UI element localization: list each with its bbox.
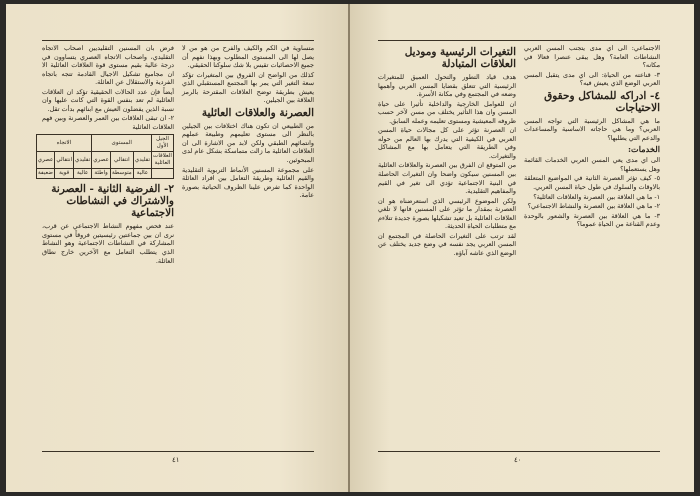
list-item: ١- ما هي العلاقة بين العصرنة والعلاقات العائلية؟: [533, 192, 660, 201]
table-subheader: عصري: [92, 152, 111, 169]
paragraph: ٣- قناعته من الحياة: الى اي مدى يتقبل المسن العربي الوضع الذي يعيش فيه؟: [524, 70, 660, 88]
table-header: المستوى: [92, 135, 152, 152]
data-table: [36, 134, 174, 179]
paragraph: عند فحص مفهوم النشاط الاجتماعي عن قرب، نرى ان بين جماعتين رئيسيتين فروقاً في مستوى المشاركة في النشاطات الاجتماعية وهو النشاط الذي يتطلب التعامل مع الآخرين خارج نطاق العائلة.: [42, 222, 174, 265]
top-rule: [42, 40, 314, 41]
paragraph: ولكن الموضوع الرئيسي الذي استعرضناه هو ان العصرنة بمقدار ما تؤثر على المسنين فانها لا تلغي العلاقات العائلية بل تعيد تشكيلها بصورة جديدة تتلاءم مع متطلبات الحياة الحديثة.: [378, 196, 516, 231]
table-caption: ٢- ان تبقى العلاقات بين العمر والعصرنة وبين فهم العلاقات العائلية: [42, 114, 174, 131]
table-cell: متوسطة: [110, 169, 133, 179]
paragraph: ان للعوامل الخارجية والداخلية تأثيرا على حياة المسن وان هذا التأثير يختلف من مسن لآخر حسب ظروفه المعيشية ومستوى تعليمه وعمله السابق.: [378, 99, 516, 125]
table-subheader: انتقالي: [55, 152, 74, 169]
table-cell: [152, 169, 174, 179]
paragraph: كذلك من الواضح ان الفروق بين المتغيرات تؤكد سعة التغير التي يمر بها المجتمع المستقبلي الذي يعيش بطريقة توضح العلاقات المقترحة بالرمز العلاقة بين الجيلين.: [182, 70, 314, 105]
table-subheader: انتقالي: [110, 152, 133, 169]
paragraph: الاجتماعي: الى اي مدى يتجنب المسن العربي النشاطات العامة؟ وهل يبقى عنصرا فعالا في مكانه؟: [524, 44, 660, 70]
table-row-label: العلاقات العائلية: [152, 152, 174, 169]
paragraph: من الطبيعي ان تكون هناك اختلافات بين الجيلين بالنظر الى مستوى تعليمهم وطبيعة عملهم وانتمائهم الطبقي ولكن لابد من الاشارة الى ان العلاقات العائلية ما زالت متماسكة بشكل عام لدى المبحوثين.: [182, 121, 314, 165]
table-cell: ضعيفة: [36, 169, 55, 179]
left-page-left-column: [37, 44, 174, 450]
paragraph: متساوية في الكم والكيف والفرح من هو من لا يصل لها الى المستوى المطلوب وبهذا نفهم أن جميع الاحصائيات تقيس بلا شك سلوكنا الحقيقي.: [182, 44, 314, 70]
paragraph: لقد ترتب على التغيرات الحاصلة في المجتمع ان المسن العربي يجد نفسه في وضع جديد يختلف عن الوضع الذي عاشه آباؤه.: [378, 231, 516, 257]
table-header: الاتجاه: [36, 135, 92, 152]
top-rule: [378, 40, 660, 41]
right-page-right-column: [524, 44, 660, 450]
section-heading: ٤- ادراكه للمشاكل وحقوق الاحتياجات: [544, 89, 660, 114]
page-number: ٤٠: [514, 456, 522, 464]
table-header: الجيل الأول: [152, 135, 174, 152]
paragraph: هدف قياد التطور والتحول العميق للمتغيرات الرئيسية التي تتعلق بقضايا المسن العربي وأهمها وضعه في المجتمع وفي مكانة الأسرة.: [378, 73, 516, 99]
paragraph: الى اي مدى يعي المسن العربي الخدمات القائمة وهل يستعملها؟: [524, 156, 660, 173]
section-heading: العصرنة والعلاقات العائلية: [201, 106, 314, 119]
table-subheader: تقليدي: [74, 152, 92, 169]
subheading: الخدمات:: [628, 144, 660, 155]
book-spread: [6, 4, 694, 492]
paragraph: على مجموعة المسنين الأنماط التربوية التقليدية والقيم العائلية وطريقة التعامل بين افراد العائلة الواحدة كما تفرض علينا الظروف الحياتية بصورة عامة.: [182, 165, 314, 200]
list-item: ٣- ما هي العلاقة بين العصرنة والشعور بالوحدة وعدم القناعة من الحياة عموما؟: [524, 211, 660, 229]
section-heading: التغيرات الرئيسية وموديل العلاقات المتبادلة: [404, 46, 516, 70]
paragraph: ما هي المشاكل الرئيسية التي تواجه المسن العربي؟ وما هي حاجاته الاساسية والمساعدات والدعم التي يطلبها؟: [524, 116, 660, 142]
bottom-rule: [42, 451, 314, 452]
book-gutter: [348, 4, 350, 492]
table-subheader: عصري: [36, 152, 55, 169]
page-number: ٤١: [172, 456, 180, 464]
bottom-rule: [378, 451, 660, 452]
right-page: [348, 4, 694, 492]
paragraph: ان العصرنة تؤثر على كل مجالات حياة المسن العربي في الكيفية التي يدرك بها العالم من حوله وفي الطريقة التي يتعامل بها مع المشاكل والتغيرات.: [378, 126, 516, 160]
table-cell: عالية: [74, 169, 92, 179]
table-cell: عالية: [133, 169, 151, 179]
right-page-left-column: [378, 44, 516, 450]
paragraph: فرض بان المسنين التقليديين اصحاب الاتجاه التقليدي، واصحاب الاتجاه العصري يتساوون في درجة عالية بقيم مستوى قوة العلاقات العائلية الا ان مجاميع تشكيل الاجيال القادمة تتجه باتجاه الفردية والاستقلال عن العائلة.: [42, 44, 174, 87]
left-page-right-column: [182, 44, 314, 450]
list-item: ٢- ما هي العلاقة بين العصرنة والنشاط الاجتماعي؟: [527, 202, 660, 211]
paragraph: أيضاً فإن عدد الحالات الحقيقية تؤكد ان العلاقات العائلية لم تعد بنفس القوة التي كانت عليها وان نسبة الذين يفضلون العيش مع ابنائهم بدأت تقل.: [42, 87, 174, 113]
paragraph: ٥- كيف تؤثر العصرنة الثانية في المواضيع المتعلقة بالاوقات والسلوك في طول حياة المسن العربي.: [524, 174, 660, 192]
table-cell: واطئة: [92, 169, 111, 179]
paragraph: من المتوقع ان الفرق بين العصرنة والعلاقات العائلية بين المسنين سيكون واضحا وان التغيرات الحاصلة في البنية الاجتماعية تؤدي الى تغير في القيم والمفاهيم التقليدية.: [378, 161, 516, 196]
left-page: [6, 4, 348, 492]
section-heading: ٢- الفرضية الثانية - العصرنة والاشتراك في النشاطات الاجتماعية: [51, 183, 174, 220]
table-subheader: تقليدي: [133, 152, 151, 169]
table-cell: قوية: [55, 169, 74, 179]
